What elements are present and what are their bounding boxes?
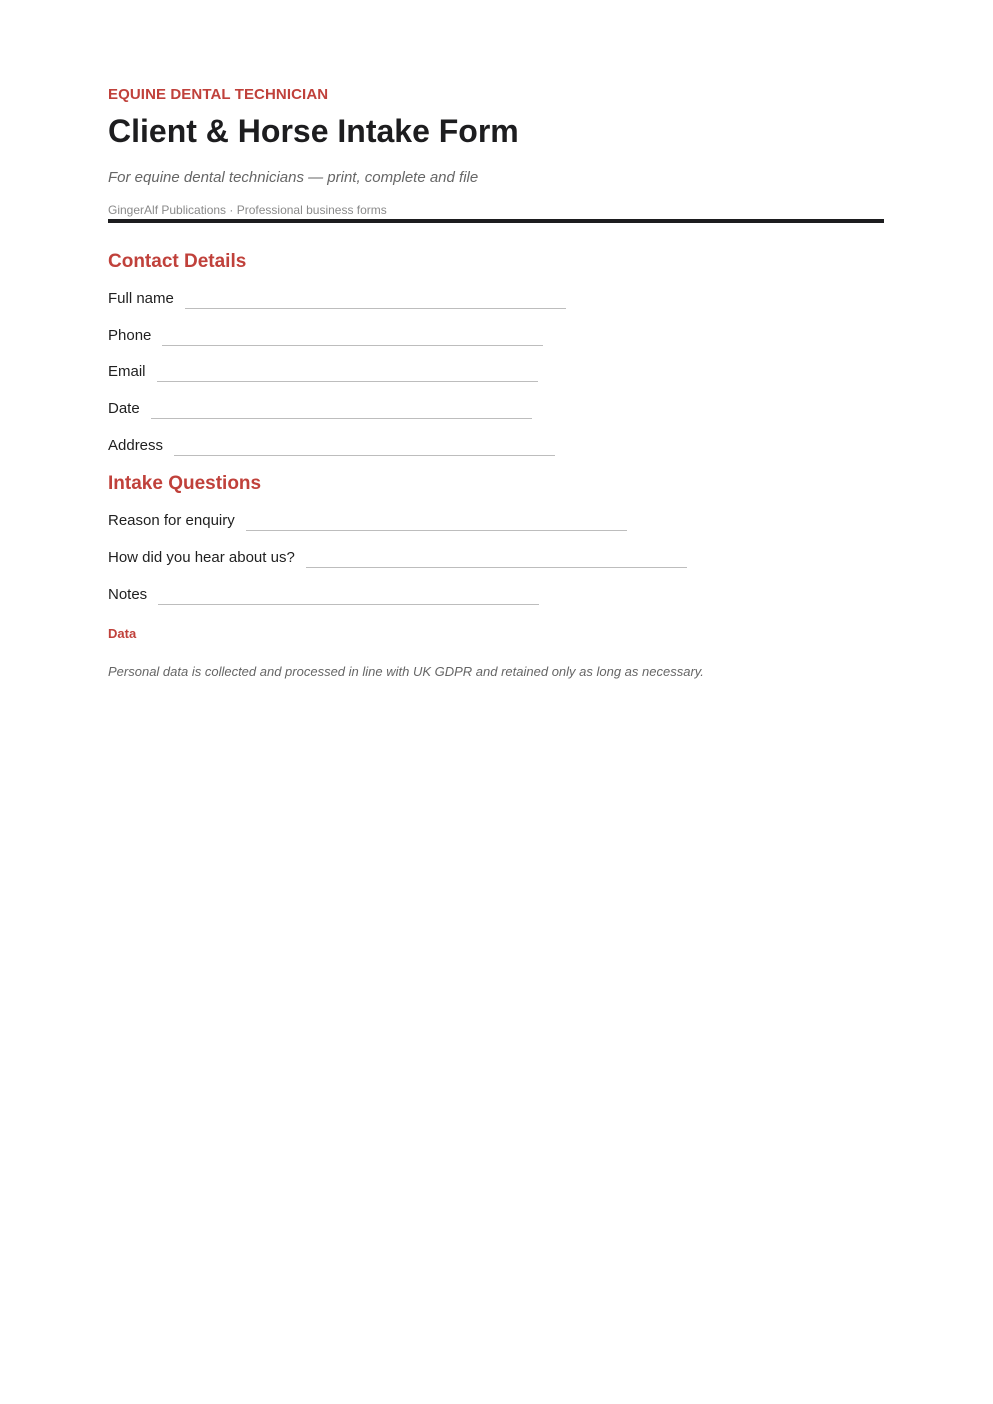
referral-source-label: How did you hear about us? bbox=[108, 549, 295, 566]
reason-for-enquiry-input-line[interactable] bbox=[246, 530, 627, 531]
date-input-line[interactable] bbox=[151, 418, 532, 419]
reason-for-enquiry-field[interactable] bbox=[108, 508, 627, 530]
notes-input-line[interactable] bbox=[158, 604, 539, 605]
full-name-label: Full name bbox=[108, 290, 174, 307]
email-input-line[interactable] bbox=[157, 381, 538, 382]
phone-label: Phone bbox=[108, 327, 152, 344]
email-field[interactable] bbox=[108, 359, 538, 381]
reason-for-enquiry-label: Reason for enquiry bbox=[108, 512, 235, 529]
notes-label: Notes bbox=[108, 586, 148, 603]
referral-source-field[interactable] bbox=[108, 545, 687, 567]
phone-field[interactable] bbox=[108, 323, 543, 345]
email-label: Email bbox=[108, 363, 146, 380]
form-category: EQUINE DENTAL TECHNICIAN bbox=[108, 86, 329, 103]
intake-questions-heading: Intake Questions bbox=[108, 473, 262, 494]
notes-field[interactable] bbox=[108, 582, 539, 604]
full-name-field[interactable] bbox=[108, 286, 566, 308]
referral-source-input-line[interactable] bbox=[306, 567, 687, 568]
date-field[interactable] bbox=[108, 396, 532, 418]
page-subtitle: For equine dental technicians — print, complete and file bbox=[108, 169, 479, 186]
contact-details-heading: Contact Details bbox=[108, 251, 247, 272]
phone-input-line[interactable] bbox=[162, 345, 543, 346]
data-heading: Data bbox=[108, 626, 137, 641]
address-label: Address bbox=[108, 437, 164, 454]
date-label: Date bbox=[108, 400, 140, 417]
header-divider bbox=[108, 219, 884, 223]
full-name-input-line[interactable] bbox=[185, 308, 566, 309]
address-input-line[interactable] bbox=[174, 455, 555, 456]
gdpr-notice: Personal data is collected and processed in line with UK GDPR and retained only as long as necessary. bbox=[108, 664, 704, 679]
page-title: Client & Horse Intake Form bbox=[108, 113, 519, 149]
publisher-line: GingerAlf Publications · Professional business forms bbox=[108, 203, 387, 217]
address-field[interactable] bbox=[108, 433, 555, 455]
